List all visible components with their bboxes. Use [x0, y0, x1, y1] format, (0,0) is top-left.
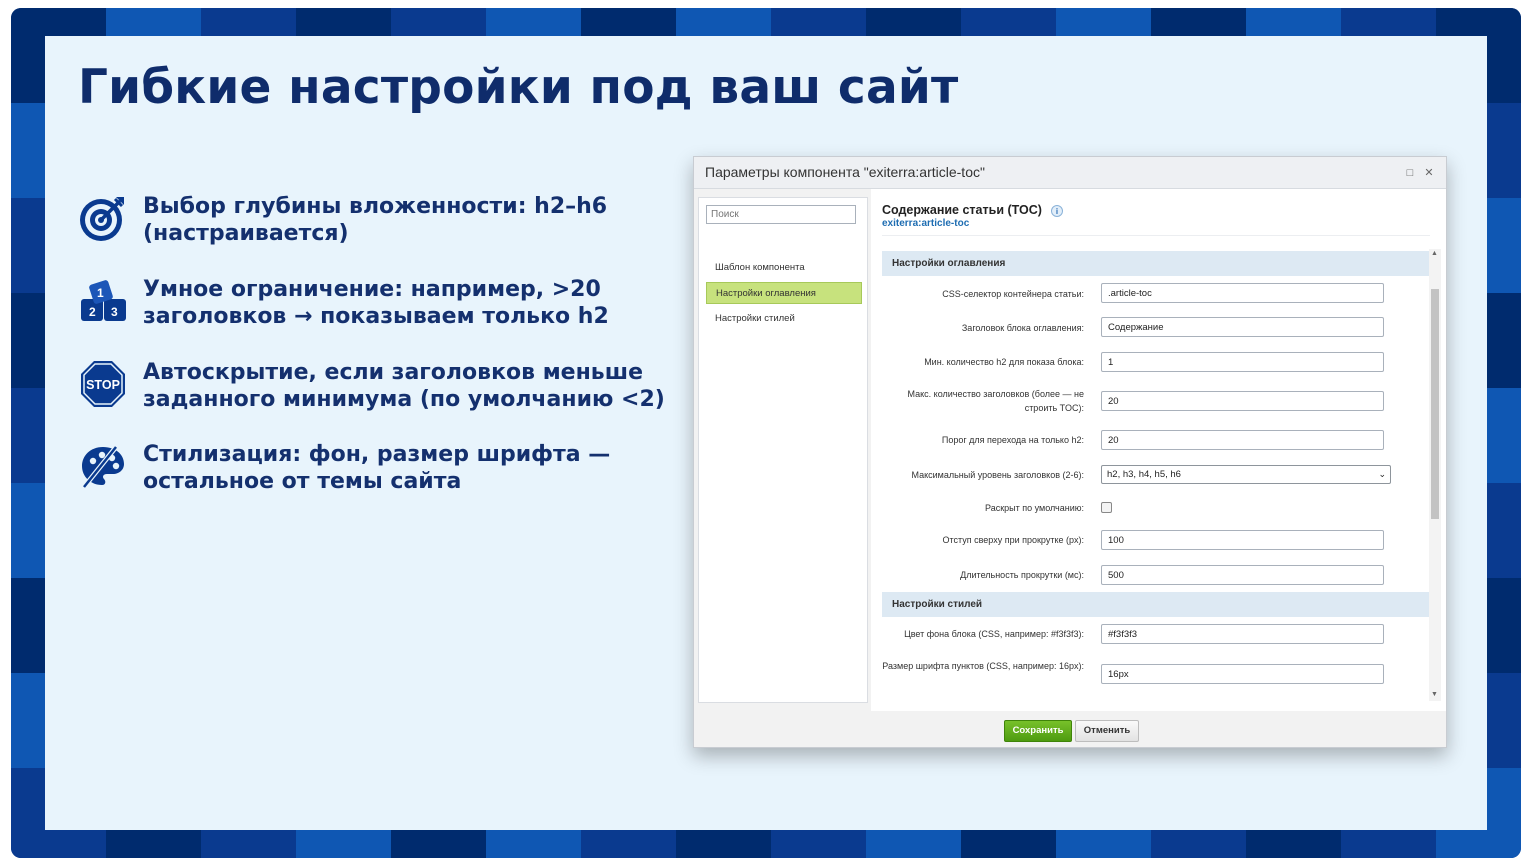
field-label: Макс. количество заголовков (более — не строить TOC):: [907, 389, 1084, 413]
field-label: Мин. количество h2 для показа блока:: [924, 357, 1084, 367]
numbered-blocks-icon: [78, 276, 128, 326]
stop-sign-icon: [78, 359, 128, 409]
save-button[interactable]: Сохранить: [1004, 720, 1072, 742]
expanded-default-checkbox[interactable]: [1101, 502, 1112, 513]
feature-item: [78, 359, 668, 419]
feature-item: [78, 441, 668, 501]
feature-text: Автоскрытие, если заголовков меньше заданного минимума (по умолчанию <2): [143, 360, 665, 412]
select-value: h2, h3, h4, h5, h6: [1107, 469, 1181, 480]
target-icon: [78, 193, 128, 243]
scroll-duration-input[interactable]: 500: [1101, 565, 1384, 585]
feature-item: [78, 193, 668, 253]
max-headings-input[interactable]: 20: [1101, 391, 1384, 411]
feature-text: Выбор глубины вложенности: h2–h6 (настраивается): [143, 194, 608, 246]
field-label: Заголовок блока оглавления:: [961, 323, 1084, 333]
field-label: Цвет фона блока (CSS, например: #f3f3f3):: [904, 629, 1084, 639]
dialog-title: Параметры компонента "exiterra:article-toc": [705, 164, 985, 180]
max-heading-level-select[interactable]: [1101, 465, 1391, 484]
field-label: Размер шрифта пунктов (CSS, например: 16px):: [882, 661, 1084, 671]
scroll-up-icon[interactable]: ▲: [1431, 250, 1438, 257]
settings-panel: [871, 189, 1446, 711]
section-header-toc: Настройки оглавления: [882, 251, 1430, 276]
background-color-input[interactable]: #f3f3f3: [1101, 624, 1384, 644]
divider: [882, 235, 1430, 236]
h2-only-threshold-input[interactable]: 20: [1101, 430, 1384, 450]
field-label: Максимальный уровень заголовков (2-6):: [911, 470, 1084, 480]
scrollbar-thumb[interactable]: [1431, 289, 1439, 519]
field-label: Раскрыт по умолчанию:: [984, 503, 1084, 513]
min-h2-input[interactable]: 1: [1101, 352, 1384, 372]
nav-item-component-template[interactable]: Шаблон компонента: [715, 262, 805, 273]
component-code: exiterra:article-toc: [882, 218, 970, 229]
slide-title: Гибкие настройки под ваш сайт: [78, 60, 959, 115]
svg-text:3: 3: [111, 305, 118, 319]
chevron-down-icon: ⌄: [1378, 469, 1386, 479]
scroll-offset-input[interactable]: 100: [1101, 530, 1384, 550]
palette-icon: [78, 441, 128, 491]
cancel-button[interactable]: Отменить: [1075, 720, 1139, 742]
svg-text:STOP: STOP: [86, 378, 120, 392]
field-label: Порог для перехода на только h2:: [941, 435, 1084, 445]
svg-text:1: 1: [97, 286, 104, 300]
field-label: Длительность прокрутки (мс):: [960, 570, 1084, 580]
close-icon[interactable]: ✕: [1424, 167, 1434, 179]
maximize-icon[interactable]: □: [1406, 167, 1414, 179]
feature-text: Умное ограничение: например, >20 заголовков → показываем только h2: [143, 277, 609, 329]
field-label: CSS-селектор контейнера статьи:: [942, 289, 1084, 299]
component-title: Содержание статьи (TOC): [882, 203, 1042, 217]
feature-text: Стилизация: фон, размер шрифта — остальное от темы сайта: [143, 442, 611, 494]
section-header-styles: Настройки стилей: [882, 592, 1430, 617]
info-icon[interactable]: i: [1051, 205, 1063, 217]
nav-item-style-settings[interactable]: Настройки стилей: [715, 313, 795, 324]
field-label: Отступ сверху при прокрутке (px):: [942, 535, 1084, 545]
dialog-titlebar[interactable]: [694, 157, 1446, 189]
search-input[interactable]: [706, 205, 856, 224]
container-selector-input[interactable]: .article-toc: [1101, 283, 1384, 303]
font-size-input[interactable]: 16px: [1101, 664, 1384, 684]
nav-item-toc-settings[interactable]: Настройки оглавления: [706, 282, 862, 304]
dialog-sidebar: [698, 197, 868, 703]
component-settings-dialog: [693, 156, 1447, 748]
scroll-down-icon[interactable]: ▼: [1431, 691, 1438, 698]
feature-item: [78, 276, 668, 336]
svg-text:2: 2: [89, 305, 96, 319]
toc-title-input[interactable]: Содержание: [1101, 317, 1384, 337]
settings-scrollbar[interactable]: [1429, 249, 1441, 701]
